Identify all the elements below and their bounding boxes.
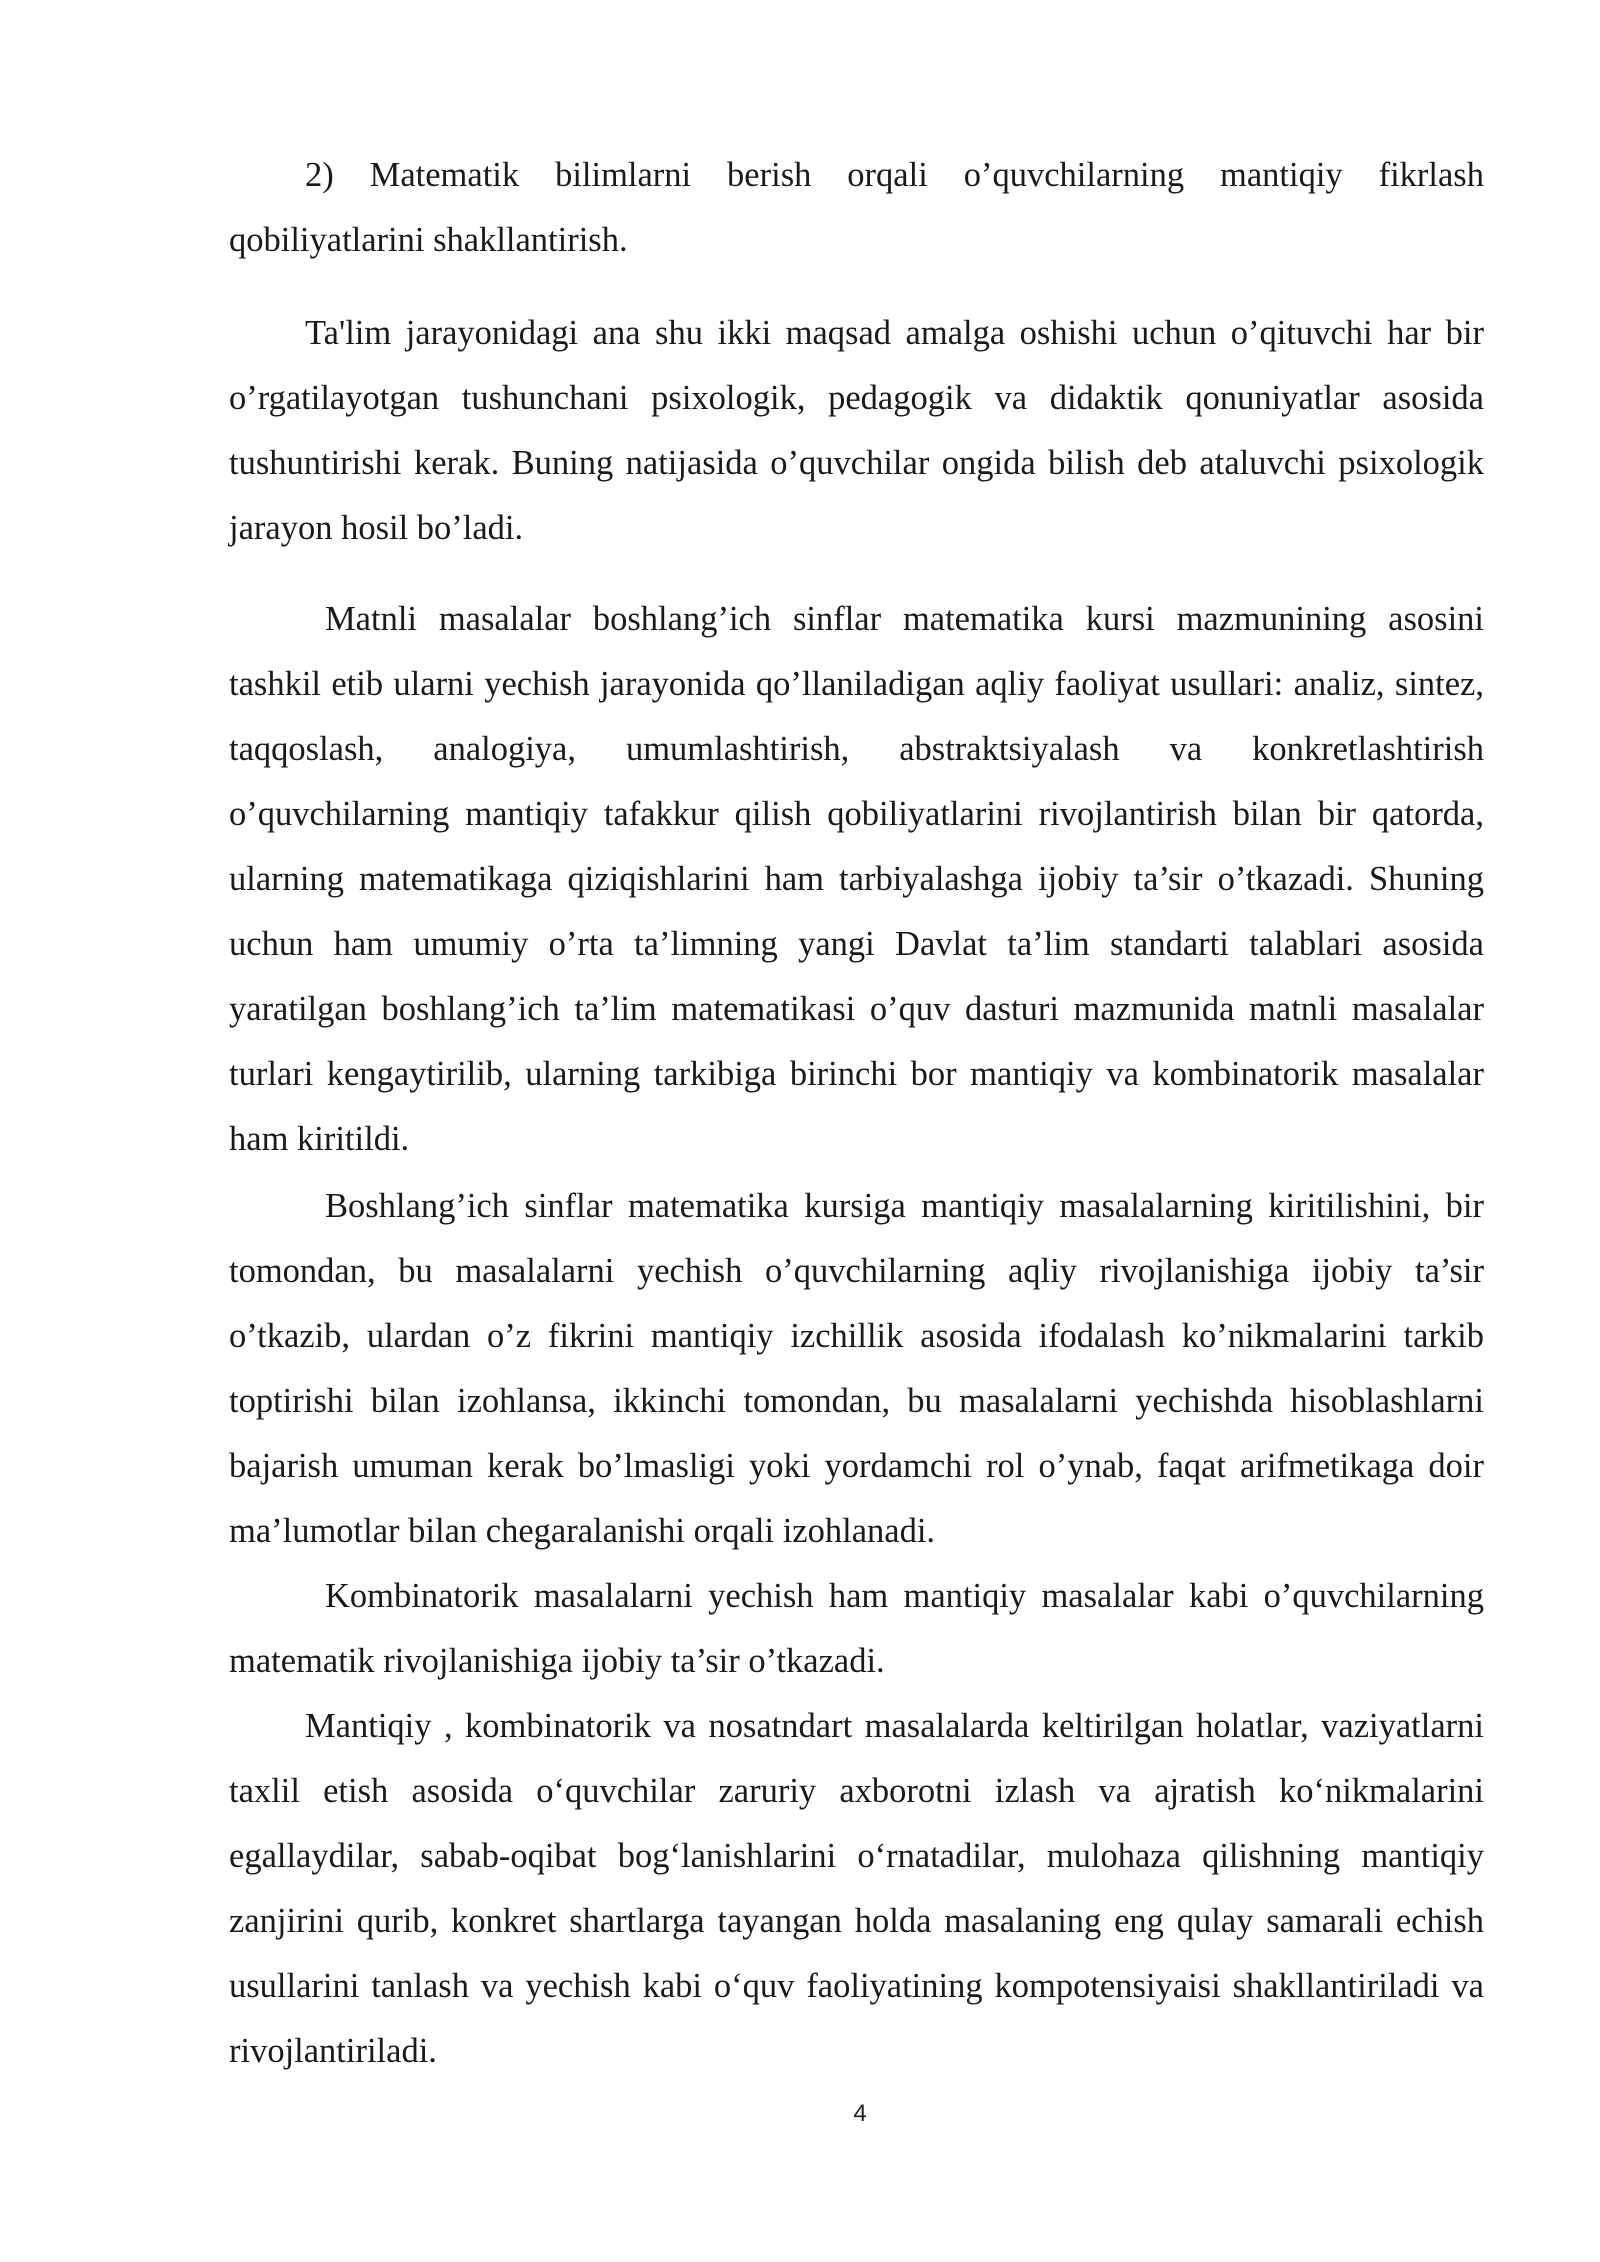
paragraph-nonstandard-problems: Mantiqiy , kombinatorik va nosatndart masalalarda keltirilgan holatlar, vaziyatlarni taxlil etish asosida o‘quvchilar zaruriy axborotni izlash va ajratish ko‘nikmalarini egallaydilar, sabab-oqibat bog‘lanishlarini o‘rnatadilar, mulohaza qilishning mantiqiy zanjirini qurib, konkret shartlarga tayangan holda masalaning eng qulay samarali echish usullarini tanlash va yechish kabi o‘quv faoliyatining kompotensiyaisi shakllantiriladi va rivojlantiriladi. bbox=[229, 1707, 1484, 2070]
paragraph-goal-2 bbox=[229, 143, 1484, 273]
paragraph-goal-2-text: 2) Matematik bilimlarni berish orqali o’quvchilarning mantiqiy fikrlash qobiliyatlarini shakllantirish. bbox=[229, 156, 1484, 259]
page-number: 4 bbox=[853, 2100, 867, 2127]
paragraph-teaching-goals: Ta'lim jarayonidagi ana shu ikki maqsad amalga oshishi uchun o’qituvchi har bir o’rgatilayotgan tushunchani psixologik, pedagogik va didaktik qonuniyatlar asosida tushuntirishi kerak. Buning natijasida o’quvchilar ongida bilish deb ataluvchi psixologik jarayon hosil bo’ladi. bbox=[229, 314, 1484, 547]
paragraph-logic-problems: Boshlang’ich sinflar matematika kursiga mantiqiy masalalarning kiritilishini, bir tomondan, bu masalalarni yechish o’quvchilarning aqliy rivojlanishiga ijobiy ta’sir o’tkazib, ulardan o’z fikrini mantiqiy izchillik asosida ifodalash ko’nikmalarini tarkib toptirishi bilan izohlansa, ikkinchi tomondan, bu masalalarni yechishda hisoblashlarni bajarish umuman kerak bo’lmasligi yoki yordamchi rol o’ynab, faqat arifmetikaga doir ma’lumotlar bilan chegaralanishi orqali izohlanadi. bbox=[229, 1187, 1484, 1550]
paragraph-text-problems: Matnli masalalar boshlang’ich sinflar matematika kursi mazmunining asosini tashkil etib ularni yechish jarayonida qo’llaniladigan aqliy faoliyat usullari: analiz, sintez, taqqoslash, analogiya, umumlashtirish, abstraktsiyalash va konkretlashtirish o’quvchilarning mantiqiy tafakkur qilish qobiliyatlarini rivojlantirish bilan bir qatorda, ularning matematikaga qiziqishlarini ham tarbiyalashga ijobiy ta’sir o’tkazadi. Shuning uchun ham umumiy o’rta ta’limning yangi Davlat ta’lim standarti talablari asosida yaratilgan boshlang’ich ta’lim matematikasi o’quv dasturi mazmunida matnli masalalar turlari kengaytirilib, ularning tarkibiga birinchi bor mantiqiy va kombinatorik masalalar ham kiritildi. bbox=[229, 600, 1484, 1158]
paragraph-combinatorics: Kombinatorik masalalarni yechish ham mantiqiy masalalar kabi o’quvchilarning matematik rivojlanishiga ijobiy ta’sir o’tkazadi. bbox=[229, 1577, 1484, 1680]
